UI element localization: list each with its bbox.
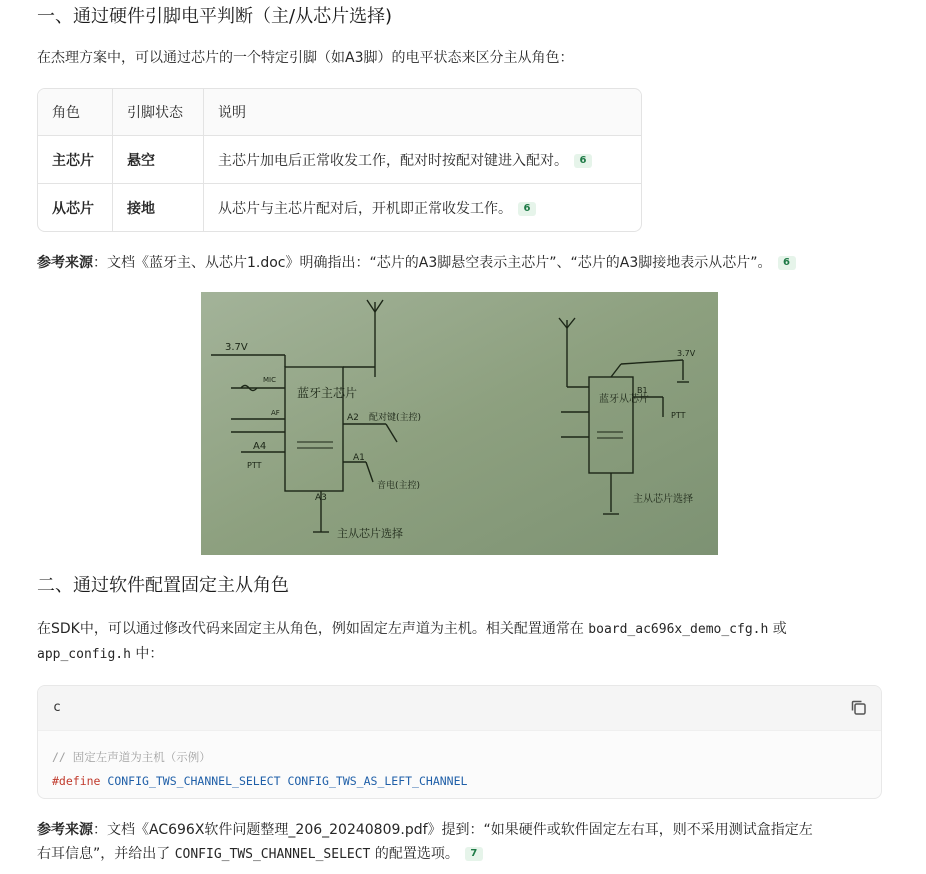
mic-label: MIC xyxy=(263,376,276,384)
desc-text: 从芯片与主芯片配对后，开机即正常收发工作。 xyxy=(218,200,512,217)
reference-text: 的配置选项。 xyxy=(370,846,459,862)
code-directive: #define xyxy=(52,774,101,788)
circuit-sketch xyxy=(201,292,718,555)
a2-label: A2 xyxy=(347,413,359,423)
ptt-label-left: PTT xyxy=(247,461,262,470)
code-block xyxy=(37,685,882,799)
reference-text: ：文档《蓝牙主、从芯片1.doc》明确指出：“芯片的A3脚悬空表示主芯片”、“芯片的A3脚接地表示从芯片”。 xyxy=(93,255,772,271)
file-name: board_ac696x_demo_cfg.h xyxy=(588,622,769,637)
a3-label: A3 xyxy=(315,493,327,503)
code-block-header xyxy=(38,686,881,731)
desc-text: 主芯片加电后正常收发工作，配对时按配对键进入配对。 xyxy=(218,152,568,169)
reference-text: ：文档《AC696X软件问题整理_206_20240809.pdf》提到：“如果硬件或软件固定左右耳，则不采用测试盒指定左 xyxy=(93,822,813,838)
copy-icon[interactable] xyxy=(849,698,869,718)
a4-label: A4 xyxy=(253,441,267,452)
select-label-right: 主从芯片选择 xyxy=(633,494,693,505)
table-row xyxy=(38,184,641,231)
a1-note: 音电(主控) xyxy=(377,481,421,491)
pin-cell: 接地 xyxy=(113,184,204,231)
section1-heading: 一、通过硬件引脚电平判断（主/从芯片选择) xyxy=(37,6,393,27)
reference-label: 参考来源 xyxy=(37,822,93,838)
section2-reference xyxy=(37,818,887,867)
intro-text: 或 xyxy=(768,621,787,637)
voltage-label-left: 3.7V xyxy=(225,342,248,353)
reference-text: 右耳信息”，并给出了 xyxy=(37,846,175,862)
desc-cell xyxy=(204,184,641,231)
code-comment: // 固定左声道为主机（示例） xyxy=(52,750,211,764)
code-line xyxy=(52,769,867,793)
section1-intro: 在杰理方案中，可以通过芯片的一个特定引脚（如A3脚）的电平状态来区分主从角色： xyxy=(37,50,574,66)
voltage-label-right: 3.7V xyxy=(677,349,696,358)
role-cell: 主芯片 xyxy=(38,136,113,184)
code-language: c xyxy=(53,700,61,715)
b1-label: B1 xyxy=(637,386,648,395)
header-description: 说明 xyxy=(204,89,641,136)
pin-cell: 悬空 xyxy=(113,136,204,184)
section1-reference xyxy=(37,251,796,275)
role-cell: 从芯片 xyxy=(38,184,113,231)
code-macro: CONFIG_TWS_CHANNEL_SELECT xyxy=(107,774,281,788)
citation-badge[interactable]: 6 xyxy=(574,154,592,168)
role-table xyxy=(37,88,642,232)
circuit-sketch-photo[interactable] xyxy=(201,292,718,555)
file-name: app_config.h xyxy=(37,647,131,662)
citation-badge[interactable]: 7 xyxy=(465,847,483,861)
reference-label: 参考来源 xyxy=(37,255,93,271)
select-label-left: 主从芯片选择 xyxy=(337,527,403,540)
table-row xyxy=(38,136,641,184)
citation-badge[interactable]: 6 xyxy=(518,202,536,216)
desc-cell xyxy=(204,136,641,184)
section2-intro xyxy=(37,617,887,667)
table-header-row xyxy=(38,89,641,136)
header-role: 角色 xyxy=(38,89,113,136)
code-content xyxy=(38,731,881,799)
right-chip-label: 蓝牙从芯片 xyxy=(599,394,649,405)
a1-label: A1 xyxy=(353,453,365,463)
macro-name: CONFIG_TWS_CHANNEL_SELECT xyxy=(174,847,371,862)
section2-heading: 二、通过软件配置固定主从角色 xyxy=(37,575,289,596)
af-label: AF xyxy=(271,409,280,417)
citation-badge[interactable]: 6 xyxy=(778,256,796,270)
intro-text: 中： xyxy=(130,646,164,662)
intro-text: 在SDK中，可以通过修改代码来固定主从角色，例如固定左声道为主机。相关配置通常在 xyxy=(37,621,589,637)
header-pin-state: 引脚状态 xyxy=(113,89,204,136)
left-chip-label: 蓝牙主芯片 xyxy=(297,386,358,400)
a2-note: 配对键(主控) xyxy=(369,413,422,423)
ptt-label-right: PTT xyxy=(671,411,686,420)
code-value: CONFIG_TWS_AS_LEFT_CHANNEL xyxy=(287,774,468,788)
